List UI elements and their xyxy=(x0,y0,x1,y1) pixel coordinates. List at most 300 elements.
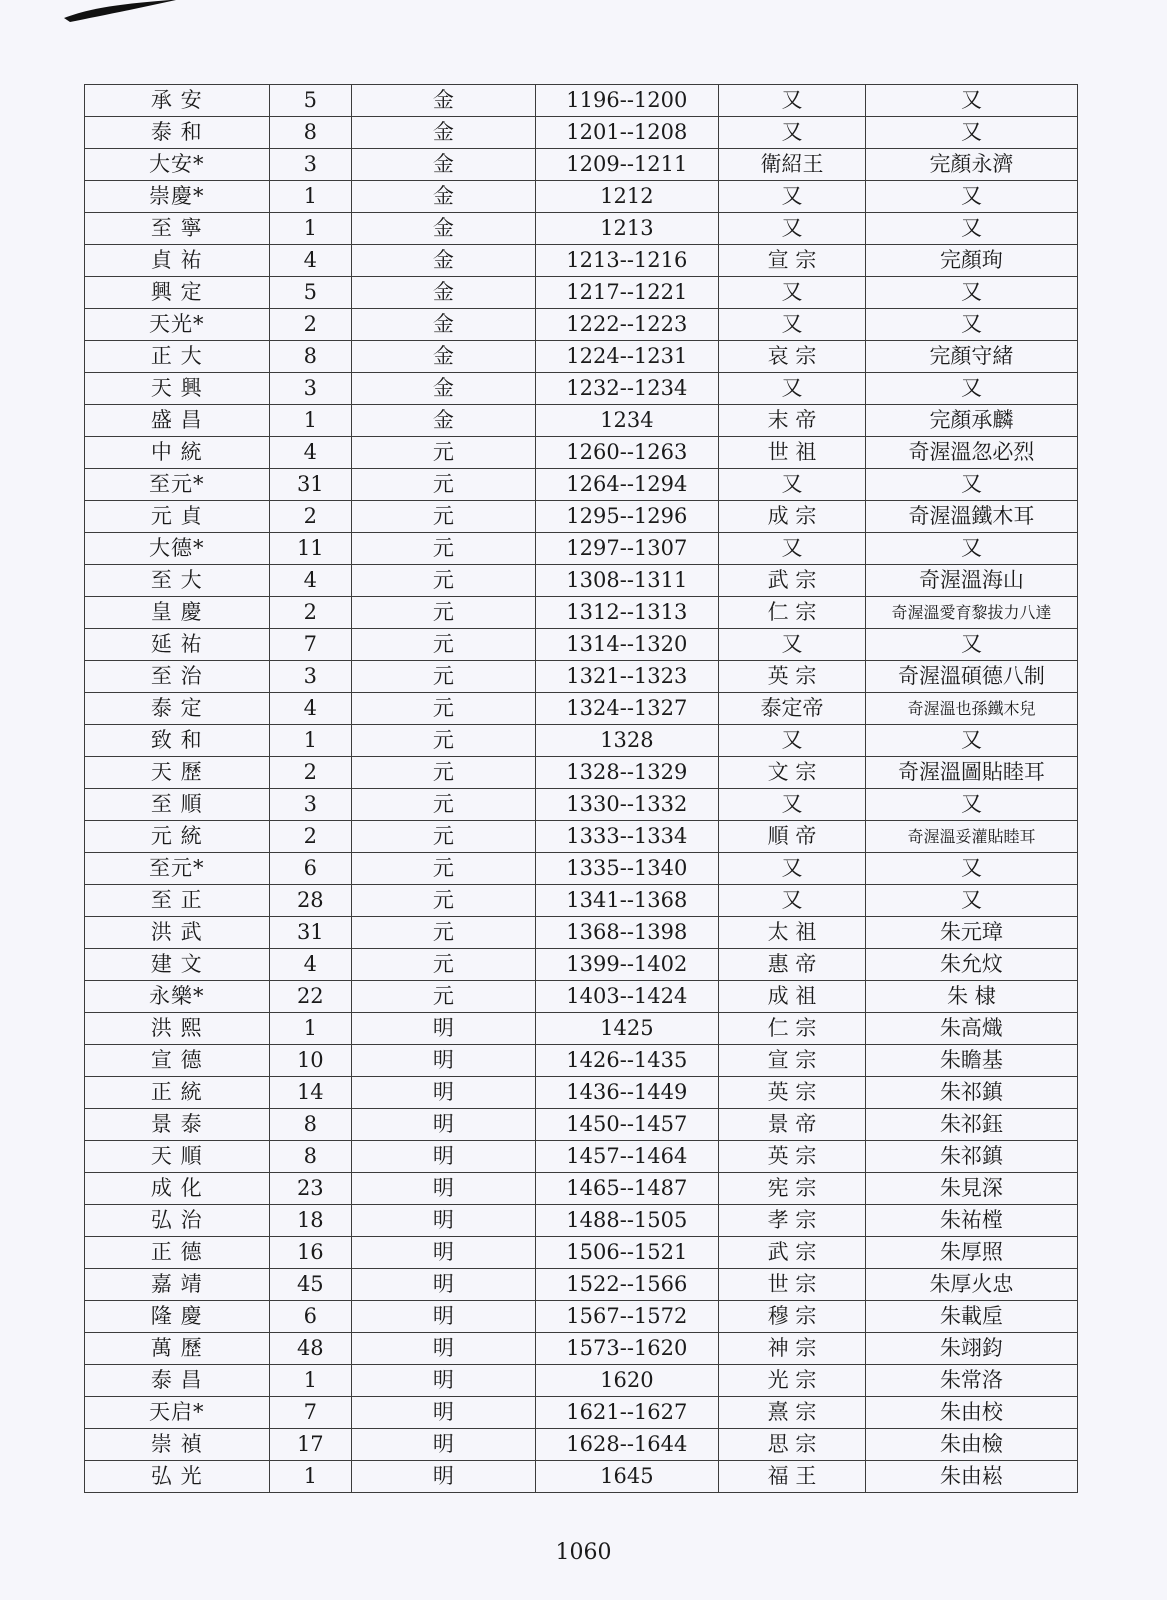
dynasty-cell: 明 xyxy=(352,1301,536,1333)
period-cell: 1645 xyxy=(535,1461,719,1493)
table-row xyxy=(85,1461,1078,1493)
dynasty-cell: 金 xyxy=(352,277,536,309)
era-name-cell: 泰 和 xyxy=(85,117,270,149)
period-cell: 1450--1457 xyxy=(535,1109,719,1141)
table-row xyxy=(85,1397,1078,1429)
dynasty-cell: 明 xyxy=(352,1109,536,1141)
dynasty-cell: 元 xyxy=(352,789,536,821)
period-cell: 1328 xyxy=(535,725,719,757)
table-row xyxy=(85,437,1078,469)
years-cell: 8 xyxy=(269,1109,352,1141)
years-cell: 2 xyxy=(269,821,352,853)
personal-name-cell: 朱常洛 xyxy=(865,1365,1077,1397)
years-cell: 2 xyxy=(269,501,352,533)
ruler-cell: 仁 宗 xyxy=(719,597,866,629)
ruler-cell: 又 xyxy=(719,117,866,149)
era-name-cell: 正 德 xyxy=(85,1237,270,1269)
years-cell: 31 xyxy=(269,469,352,501)
era-name-cell: 大德* xyxy=(85,533,270,565)
dynasty-cell: 元 xyxy=(352,917,536,949)
table-row xyxy=(85,501,1078,533)
ruler-cell: 惠 帝 xyxy=(719,949,866,981)
personal-name-cell: 又 xyxy=(865,213,1077,245)
ruler-cell: 成 祖 xyxy=(719,981,866,1013)
dynasty-cell: 明 xyxy=(352,1461,536,1493)
table-row xyxy=(85,117,1078,149)
era-name-cell: 正 大 xyxy=(85,341,270,373)
era-name-cell: 嘉 靖 xyxy=(85,1269,270,1301)
period-cell: 1333--1334 xyxy=(535,821,719,853)
dynasty-cell: 明 xyxy=(352,1173,536,1205)
years-cell: 1 xyxy=(269,725,352,757)
period-cell: 1403--1424 xyxy=(535,981,719,1013)
dynasty-cell: 元 xyxy=(352,853,536,885)
years-cell: 2 xyxy=(269,309,352,341)
personal-name-cell: 朱載垕 xyxy=(865,1301,1077,1333)
era-name-cell: 建 文 xyxy=(85,949,270,981)
period-cell: 1213 xyxy=(535,213,719,245)
table-row xyxy=(85,405,1078,437)
dynasty-cell: 元 xyxy=(352,565,536,597)
era-name-cell: 大安* xyxy=(85,149,270,181)
table-row xyxy=(85,309,1078,341)
table-row xyxy=(85,981,1078,1013)
ruler-cell: 宣 宗 xyxy=(719,1045,866,1077)
era-name-cell: 元 貞 xyxy=(85,501,270,533)
era-name-cell: 天光* xyxy=(85,309,270,341)
years-cell: 2 xyxy=(269,757,352,789)
period-cell: 1573--1620 xyxy=(535,1333,719,1365)
dynasty-cell: 明 xyxy=(352,1429,536,1461)
period-cell: 1426--1435 xyxy=(535,1045,719,1077)
years-cell: 4 xyxy=(269,693,352,725)
era-name-cell: 至元* xyxy=(85,469,270,501)
personal-name-cell: 又 xyxy=(865,789,1077,821)
personal-name-cell: 奇渥溫鐵木耳 xyxy=(865,501,1077,533)
table-row xyxy=(85,629,1078,661)
years-cell: 1 xyxy=(269,213,352,245)
period-cell: 1522--1566 xyxy=(535,1269,719,1301)
period-cell: 1488--1505 xyxy=(535,1205,719,1237)
dynasty-cell: 明 xyxy=(352,1269,536,1301)
table-row xyxy=(85,213,1078,245)
ruler-cell: 景 帝 xyxy=(719,1109,866,1141)
years-cell: 22 xyxy=(269,981,352,1013)
dynasty-cell: 金 xyxy=(352,373,536,405)
years-cell: 4 xyxy=(269,245,352,277)
years-cell: 8 xyxy=(269,117,352,149)
table-row xyxy=(85,949,1078,981)
years-cell: 3 xyxy=(269,661,352,693)
era-name-cell: 泰 定 xyxy=(85,693,270,725)
reign-table-body xyxy=(85,85,1078,1493)
ruler-cell: 世 祖 xyxy=(719,437,866,469)
dynasty-cell: 金 xyxy=(352,181,536,213)
dynasty-cell: 金 xyxy=(352,245,536,277)
ruler-cell: 又 xyxy=(719,309,866,341)
dynasty-cell: 金 xyxy=(352,117,536,149)
dynasty-cell: 元 xyxy=(352,501,536,533)
table-row xyxy=(85,853,1078,885)
years-cell: 31 xyxy=(269,917,352,949)
era-name-cell: 成 化 xyxy=(85,1173,270,1205)
period-cell: 1425 xyxy=(535,1013,719,1045)
personal-name-cell: 朱祁鎮 xyxy=(865,1077,1077,1109)
years-cell: 1 xyxy=(269,405,352,437)
personal-name-cell: 又 xyxy=(865,309,1077,341)
table-row xyxy=(85,1141,1078,1173)
ruler-cell: 泰定帝 xyxy=(719,693,866,725)
era-name-cell: 天 順 xyxy=(85,1141,270,1173)
personal-name-cell: 朱 棣 xyxy=(865,981,1077,1013)
era-name-cell: 貞 祐 xyxy=(85,245,270,277)
ruler-cell: 又 xyxy=(719,789,866,821)
era-name-cell: 天启* xyxy=(85,1397,270,1429)
personal-name-cell: 奇渥溫也孫鐵木兒 xyxy=(865,693,1077,725)
years-cell: 7 xyxy=(269,629,352,661)
personal-name-cell: 奇渥溫圖貼睦耳 xyxy=(865,757,1077,789)
dynasty-cell: 元 xyxy=(352,725,536,757)
period-cell: 1297--1307 xyxy=(535,533,719,565)
personal-name-cell: 奇渥溫海山 xyxy=(865,565,1077,597)
ruler-cell: 福 王 xyxy=(719,1461,866,1493)
dynasty-cell: 元 xyxy=(352,885,536,917)
period-cell: 1314--1320 xyxy=(535,629,719,661)
personal-name-cell: 完顏永濟 xyxy=(865,149,1077,181)
dynasty-cell: 金 xyxy=(352,85,536,117)
table-row xyxy=(85,1013,1078,1045)
era-name-cell: 泰 昌 xyxy=(85,1365,270,1397)
personal-name-cell: 又 xyxy=(865,853,1077,885)
table-row xyxy=(85,149,1078,181)
ruler-cell: 熹 宗 xyxy=(719,1397,866,1429)
era-name-cell: 正 統 xyxy=(85,1077,270,1109)
period-cell: 1295--1296 xyxy=(535,501,719,533)
personal-name-cell: 又 xyxy=(865,277,1077,309)
period-cell: 1330--1332 xyxy=(535,789,719,821)
dynasty-cell: 明 xyxy=(352,1237,536,1269)
era-name-cell: 弘 光 xyxy=(85,1461,270,1493)
years-cell: 4 xyxy=(269,437,352,469)
period-cell: 1213--1216 xyxy=(535,245,719,277)
years-cell: 48 xyxy=(269,1333,352,1365)
ruler-cell: 武 宗 xyxy=(719,565,866,597)
ruler-cell: 又 xyxy=(719,85,866,117)
era-name-cell: 皇 慶 xyxy=(85,597,270,629)
period-cell: 1457--1464 xyxy=(535,1141,719,1173)
ruler-cell: 成 宗 xyxy=(719,501,866,533)
era-name-cell: 至 治 xyxy=(85,661,270,693)
period-cell: 1328--1329 xyxy=(535,757,719,789)
ruler-cell: 又 xyxy=(719,181,866,213)
dynasty-cell: 金 xyxy=(352,341,536,373)
era-name-cell: 至 大 xyxy=(85,565,270,597)
personal-name-cell: 又 xyxy=(865,885,1077,917)
dynasty-cell: 金 xyxy=(352,149,536,181)
years-cell: 3 xyxy=(269,373,352,405)
era-name-cell: 洪 武 xyxy=(85,917,270,949)
table-row xyxy=(85,757,1078,789)
period-cell: 1212 xyxy=(535,181,719,213)
personal-name-cell: 朱允炆 xyxy=(865,949,1077,981)
period-cell: 1436--1449 xyxy=(535,1077,719,1109)
era-name-cell: 承 安 xyxy=(85,85,270,117)
personal-name-cell: 朱厚火忠 xyxy=(865,1269,1077,1301)
period-cell: 1321--1323 xyxy=(535,661,719,693)
years-cell: 6 xyxy=(269,1301,352,1333)
years-cell: 5 xyxy=(269,277,352,309)
personal-name-cell: 朱元璋 xyxy=(865,917,1077,949)
ruler-cell: 又 xyxy=(719,533,866,565)
ruler-cell: 衛紹王 xyxy=(719,149,866,181)
personal-name-cell: 完顏守緒 xyxy=(865,341,1077,373)
ruler-cell: 英 宗 xyxy=(719,1077,866,1109)
era-name-cell: 至 正 xyxy=(85,885,270,917)
years-cell: 2 xyxy=(269,597,352,629)
ruler-cell: 思 宗 xyxy=(719,1429,866,1461)
years-cell: 4 xyxy=(269,565,352,597)
table-row xyxy=(85,1333,1078,1365)
era-name-cell: 中 統 xyxy=(85,437,270,469)
table-row xyxy=(85,1269,1078,1301)
personal-name-cell: 朱由校 xyxy=(865,1397,1077,1429)
ruler-cell: 哀 宗 xyxy=(719,341,866,373)
era-name-cell: 宣 德 xyxy=(85,1045,270,1077)
years-cell: 1 xyxy=(269,1365,352,1397)
ruler-cell: 英 宗 xyxy=(719,1141,866,1173)
years-cell: 14 xyxy=(269,1077,352,1109)
table-row xyxy=(85,373,1078,405)
ruler-cell: 又 xyxy=(719,469,866,501)
dynasty-cell: 明 xyxy=(352,1365,536,1397)
period-cell: 1324--1327 xyxy=(535,693,719,725)
ruler-cell: 又 xyxy=(719,277,866,309)
ruler-cell: 英 宗 xyxy=(719,661,866,693)
dynasty-cell: 元 xyxy=(352,629,536,661)
ruler-cell: 神 宗 xyxy=(719,1333,866,1365)
ruler-cell: 又 xyxy=(719,213,866,245)
period-cell: 1465--1487 xyxy=(535,1173,719,1205)
personal-name-cell: 奇渥溫碩德八制 xyxy=(865,661,1077,693)
period-cell: 1312--1313 xyxy=(535,597,719,629)
years-cell: 7 xyxy=(269,1397,352,1429)
personal-name-cell: 又 xyxy=(865,373,1077,405)
reign-table xyxy=(84,84,1078,1493)
era-name-cell: 萬 歷 xyxy=(85,1333,270,1365)
table-row xyxy=(85,1301,1078,1333)
table-row xyxy=(85,1109,1078,1141)
personal-name-cell: 朱見深 xyxy=(865,1173,1077,1205)
era-name-cell: 隆 慶 xyxy=(85,1301,270,1333)
era-name-cell: 元 統 xyxy=(85,821,270,853)
period-cell: 1222--1223 xyxy=(535,309,719,341)
era-name-cell: 弘 治 xyxy=(85,1205,270,1237)
table-row xyxy=(85,181,1078,213)
years-cell: 11 xyxy=(269,533,352,565)
era-name-cell: 至 寧 xyxy=(85,213,270,245)
table-row xyxy=(85,341,1078,373)
ruler-cell: 文 宗 xyxy=(719,757,866,789)
era-name-cell: 天 興 xyxy=(85,373,270,405)
ruler-cell: 世 宗 xyxy=(719,1269,866,1301)
dynasty-cell: 明 xyxy=(352,1397,536,1429)
dynasty-cell: 元 xyxy=(352,437,536,469)
page-number: 1060 xyxy=(555,1540,612,1565)
personal-name-cell: 又 xyxy=(865,85,1077,117)
dynasty-cell: 明 xyxy=(352,1205,536,1237)
period-cell: 1567--1572 xyxy=(535,1301,719,1333)
personal-name-cell: 奇渥溫忽必烈 xyxy=(865,437,1077,469)
period-cell: 1201--1208 xyxy=(535,117,719,149)
dynasty-cell: 明 xyxy=(352,1013,536,1045)
years-cell: 28 xyxy=(269,885,352,917)
personal-name-cell: 又 xyxy=(865,533,1077,565)
years-cell: 8 xyxy=(269,341,352,373)
period-cell: 1232--1234 xyxy=(535,373,719,405)
dynasty-cell: 元 xyxy=(352,533,536,565)
era-name-cell: 崇 禎 xyxy=(85,1429,270,1461)
era-name-cell: 至 順 xyxy=(85,789,270,821)
table-row xyxy=(85,1205,1078,1237)
table-row xyxy=(85,1077,1078,1109)
period-cell: 1260--1263 xyxy=(535,437,719,469)
table-row xyxy=(85,821,1078,853)
table-row xyxy=(85,885,1078,917)
table-row xyxy=(85,245,1078,277)
table-row xyxy=(85,1429,1078,1461)
era-name-cell: 致 和 xyxy=(85,725,270,757)
era-name-cell: 景 泰 xyxy=(85,1109,270,1141)
years-cell: 6 xyxy=(269,853,352,885)
personal-name-cell: 朱祁鎮 xyxy=(865,1141,1077,1173)
period-cell: 1217--1221 xyxy=(535,277,719,309)
personal-name-cell: 朱由檢 xyxy=(865,1429,1077,1461)
years-cell: 16 xyxy=(269,1237,352,1269)
era-name-cell: 洪 熙 xyxy=(85,1013,270,1045)
years-cell: 1 xyxy=(269,1013,352,1045)
era-name-cell: 永樂* xyxy=(85,981,270,1013)
era-name-cell: 興 定 xyxy=(85,277,270,309)
table-row xyxy=(85,661,1078,693)
dynasty-cell: 明 xyxy=(352,1077,536,1109)
ruler-cell: 又 xyxy=(719,629,866,661)
ruler-cell: 又 xyxy=(719,885,866,917)
period-cell: 1209--1211 xyxy=(535,149,719,181)
dynasty-cell: 金 xyxy=(352,309,536,341)
personal-name-cell: 朱祐樘 xyxy=(865,1205,1077,1237)
table-row xyxy=(85,277,1078,309)
dynasty-cell: 金 xyxy=(352,213,536,245)
ruler-cell: 武 宗 xyxy=(719,1237,866,1269)
ruler-cell: 仁 宗 xyxy=(719,1013,866,1045)
years-cell: 23 xyxy=(269,1173,352,1205)
ruler-cell: 末 帝 xyxy=(719,405,866,437)
table-row xyxy=(85,1237,1078,1269)
period-cell: 1621--1627 xyxy=(535,1397,719,1429)
table-row xyxy=(85,85,1078,117)
period-cell: 1506--1521 xyxy=(535,1237,719,1269)
years-cell: 8 xyxy=(269,1141,352,1173)
years-cell: 4 xyxy=(269,949,352,981)
personal-name-cell: 完顏珣 xyxy=(865,245,1077,277)
ruler-cell: 順 帝 xyxy=(719,821,866,853)
period-cell: 1620 xyxy=(535,1365,719,1397)
table-row xyxy=(85,1365,1078,1397)
period-cell: 1341--1368 xyxy=(535,885,719,917)
years-cell: 3 xyxy=(269,789,352,821)
dynasty-cell: 元 xyxy=(352,693,536,725)
period-cell: 1628--1644 xyxy=(535,1429,719,1461)
scan-artifact-mark xyxy=(60,0,180,22)
ruler-cell: 又 xyxy=(719,853,866,885)
personal-name-cell: 又 xyxy=(865,725,1077,757)
ruler-cell: 又 xyxy=(719,725,866,757)
table-row xyxy=(85,789,1078,821)
period-cell: 1368--1398 xyxy=(535,917,719,949)
dynasty-cell: 明 xyxy=(352,1141,536,1173)
table-row xyxy=(85,469,1078,501)
dynasty-cell: 元 xyxy=(352,821,536,853)
personal-name-cell: 奇渥溫妥灌貼睦耳 xyxy=(865,821,1077,853)
period-cell: 1196--1200 xyxy=(535,85,719,117)
dynasty-cell: 明 xyxy=(352,1333,536,1365)
personal-name-cell: 奇渥溫愛育黎拔力八達 xyxy=(865,597,1077,629)
ruler-cell: 太 祖 xyxy=(719,917,866,949)
table-row xyxy=(85,693,1078,725)
personal-name-cell: 朱祁鈺 xyxy=(865,1109,1077,1141)
era-name-cell: 延 祐 xyxy=(85,629,270,661)
dynasty-cell: 明 xyxy=(352,1045,536,1077)
ruler-cell: 光 宗 xyxy=(719,1365,866,1397)
personal-name-cell: 又 xyxy=(865,469,1077,501)
years-cell: 10 xyxy=(269,1045,352,1077)
personal-name-cell: 朱瞻基 xyxy=(865,1045,1077,1077)
table-row xyxy=(85,725,1078,757)
ruler-cell: 孝 宗 xyxy=(719,1205,866,1237)
personal-name-cell: 又 xyxy=(865,117,1077,149)
dynasty-cell: 元 xyxy=(352,597,536,629)
period-cell: 1308--1311 xyxy=(535,565,719,597)
period-cell: 1399--1402 xyxy=(535,949,719,981)
era-name-cell: 崇慶* xyxy=(85,181,270,213)
table-row xyxy=(85,565,1078,597)
personal-name-cell: 朱厚照 xyxy=(865,1237,1077,1269)
years-cell: 5 xyxy=(269,85,352,117)
dynasty-cell: 元 xyxy=(352,949,536,981)
period-cell: 1264--1294 xyxy=(535,469,719,501)
table-row xyxy=(85,1173,1078,1205)
table-row xyxy=(85,1045,1078,1077)
period-cell: 1234 xyxy=(535,405,719,437)
years-cell: 1 xyxy=(269,181,352,213)
period-cell: 1224--1231 xyxy=(535,341,719,373)
era-name-cell: 天 歷 xyxy=(85,757,270,789)
period-cell: 1335--1340 xyxy=(535,853,719,885)
era-name-cell: 至元* xyxy=(85,853,270,885)
ruler-cell: 宣 宗 xyxy=(719,245,866,277)
table-row xyxy=(85,533,1078,565)
ruler-cell: 宪 宗 xyxy=(719,1173,866,1205)
personal-name-cell: 又 xyxy=(865,629,1077,661)
dynasty-cell: 元 xyxy=(352,469,536,501)
personal-name-cell: 朱由崧 xyxy=(865,1461,1077,1493)
years-cell: 45 xyxy=(269,1269,352,1301)
dynasty-cell: 元 xyxy=(352,661,536,693)
table-row xyxy=(85,597,1078,629)
years-cell: 18 xyxy=(269,1205,352,1237)
years-cell: 3 xyxy=(269,149,352,181)
dynasty-cell: 元 xyxy=(352,757,536,789)
